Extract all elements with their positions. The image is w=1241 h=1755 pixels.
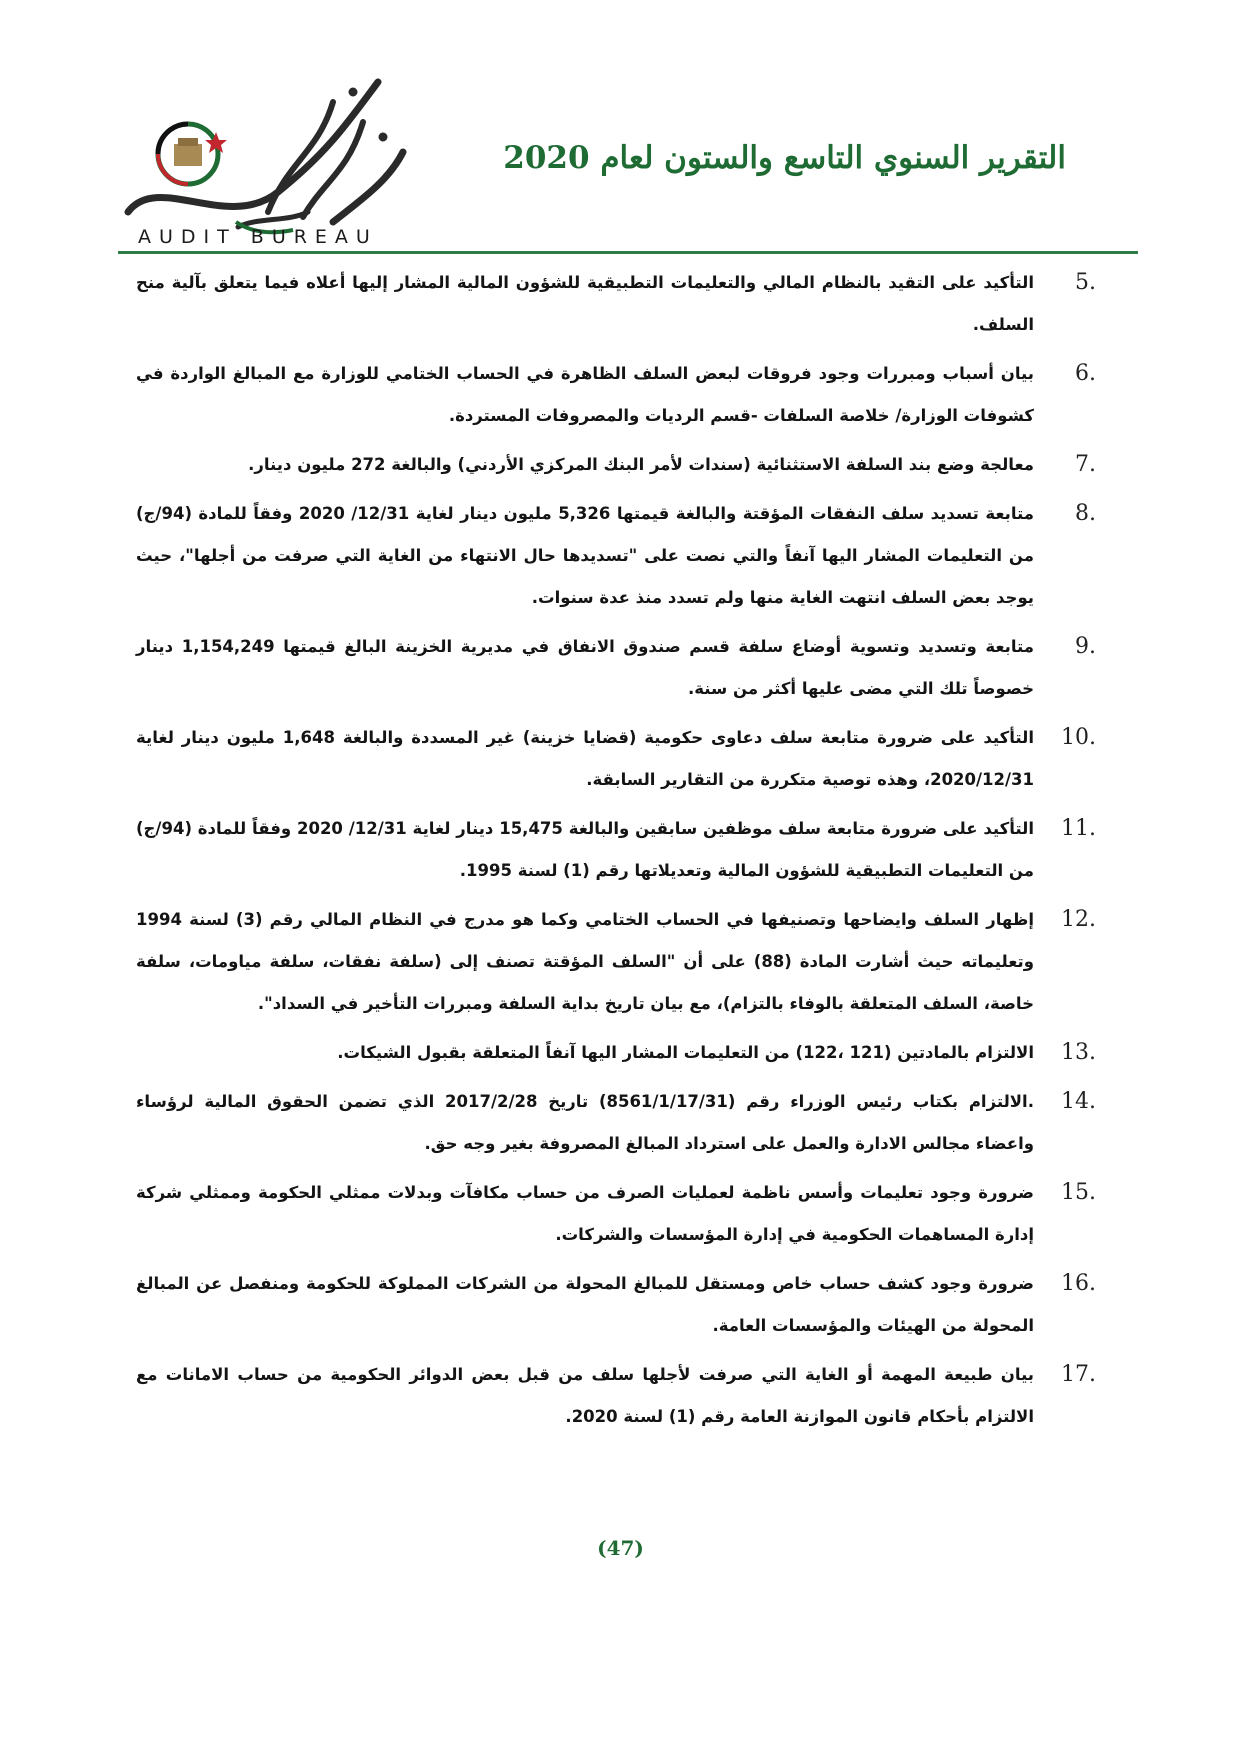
- item-number: 10.: [1061, 725, 1096, 750]
- item-text: متابعة وتسديد وتسوية أوضاع سلفة قسم صندوق الانفاق في مديرية الخزينة البالغ قيمتها 1,154,249 دينار خصوصاً تلك التي مضى عليها أكثر من سنة.: [136, 637, 1034, 698]
- report-title: التقرير السنوي التاسع والستون لعام 2020: [503, 140, 1066, 176]
- item-number: 6.: [1075, 361, 1096, 386]
- page-number: (47): [597, 1536, 644, 1560]
- list-item: [136, 493, 1096, 619]
- item-number: 11.: [1061, 816, 1096, 841]
- item-text: التأكيد على ضرورة متابعة سلف موظفين سابقين والبالغة 15,475 دينار لغاية 12/31/ 2020 وفقاً للمادة (94/ج) من التعليمات التطبيقية للشؤون المالية وتعديلاتها رقم (1) لسنة 1995.: [136, 819, 1034, 880]
- item-text: بيان أسباب ومبررات وجود فروقات لبعض السلف الظاهرة في الحساب الختامي للوزارة مع المبالغ الواردة في كشوفات الوزارة/ خلاصة السلفات -قسم الرديات والمصروفات المستردة.: [136, 364, 1034, 425]
- list-item: [136, 444, 1096, 486]
- item-text: .الالتزام بكتاب رئيس الوزراء رقم (8561/1/17/31) تاريخ 2017/2/28 الذي تضمن الحقوق المالية لرؤساء واعضاء مجالس الادارة والعمل على استرداد المبالغ المصروفة بغير وجه حق.: [136, 1092, 1034, 1153]
- logo-english-text: AUDIT BUREAU: [138, 226, 378, 248]
- list-item: [136, 353, 1096, 437]
- item-text: متابعة تسديد سلف النفقات المؤقتة والبالغة قيمتها 5,326 مليون دينار لغاية 12/31/ 2020 وفقاً للمادة (94/ج) من التعليمات المشار اليها آنفاً والتي نصت على "تسديدها حال الانتهاء من الغاية التي صرفت من أجلها"، حيث يوجد بعض السلف انتهت الغاية منها ولم تسدد منذ عدة سنوات.: [136, 504, 1034, 607]
- list-item: [136, 262, 1096, 346]
- list-item: [136, 808, 1096, 892]
- audit-bureau-logo: [118, 62, 418, 252]
- emblem-icon: [158, 124, 227, 184]
- item-text: التأكيد على ضرورة متابعة سلف دعاوى حكومية (قضايا خزينة) غير المسددة والبالغة 1,648 مليون دينار لغاية 2020/12/31، وهذه توصية متكررة من التقارير السابقة.: [136, 728, 1034, 789]
- list-item: [136, 626, 1096, 710]
- page-header: [0, 0, 1241, 258]
- recommendations-list: [136, 262, 1096, 1445]
- item-text: بيان طبيعة المهمة أو الغاية التي صرفت لأجلها سلف من قبل بعض الدوائر الحكومية من حساب الامانات مع الالتزام بأحكام قانون الموازنة العامة رقم (1) لسنة 2020.: [136, 1365, 1034, 1426]
- item-text: ضرورة وجود كشف حساب خاص ومستقل للمبالغ المحولة من الشركات المملوكة للحكومة ومنفصل عن المبالغ المحولة من الهيئات والمؤسسات العامة.: [136, 1274, 1034, 1335]
- list-item: [136, 1032, 1096, 1074]
- item-number: 7.: [1075, 452, 1096, 477]
- item-text: معالجة وضع بند السلفة الاستثنائية (سندات لأمر البنك المركزي الأردني) والبالغة 272 مليون دينار.: [248, 455, 1034, 474]
- item-number: 5.: [1075, 270, 1096, 295]
- item-text: الالتزام بالمادتين (121 ،122) من التعليمات المشار اليها آنفاً المتعلقة بقبول الشيكات.: [337, 1043, 1034, 1062]
- header-divider: [118, 251, 1138, 254]
- item-text: ضرورة وجود تعليمات وأسس ناظمة لعمليات الصرف من حساب مكافآت وبدلات ممثلي الحكومة وممثلي شركة إدارة المساهمات الحكومية في إدارة المؤسسات والشركات.: [136, 1183, 1034, 1244]
- list-item: [136, 1354, 1096, 1438]
- item-number: 17.: [1061, 1362, 1096, 1387]
- calligraphy-mark: [128, 82, 403, 227]
- list-item: [136, 717, 1096, 801]
- item-number: 16.: [1061, 1271, 1096, 1296]
- item-text: إظهار السلف وايضاحها وتصنيفها في الحساب الختامي وكما هو مدرج في النظام المالي رقم (3) لسنة 1994 وتعليماته حيث أشارت المادة (88) على أن "السلف المؤقتة تصنف إلى (سلفة نفقات، سلفة مياومات، سلفة خاصة، السلف المتعلقة بالوفاء بالتزام)، مع بيان تاريخ بداية السلفة ومبررات التأخير في السداد".: [136, 910, 1035, 1013]
- item-number: 13.: [1061, 1040, 1096, 1065]
- item-number: 14.: [1061, 1089, 1096, 1114]
- item-text: التأكيد على التقيد بالنظام المالي والتعليمات التطبيقية للشؤون المالية المشار إليها أعلاه فيما يتعلق بآلية منح السلف.: [136, 273, 1034, 334]
- list-item: [136, 1081, 1096, 1165]
- list-item: [136, 899, 1096, 1025]
- item-number: 8.: [1075, 501, 1096, 526]
- item-number: 12.: [1061, 907, 1096, 932]
- item-number: 9.: [1075, 634, 1096, 659]
- list-item: [136, 1263, 1096, 1347]
- item-number: 15.: [1061, 1180, 1096, 1205]
- list-item: [136, 1172, 1096, 1256]
